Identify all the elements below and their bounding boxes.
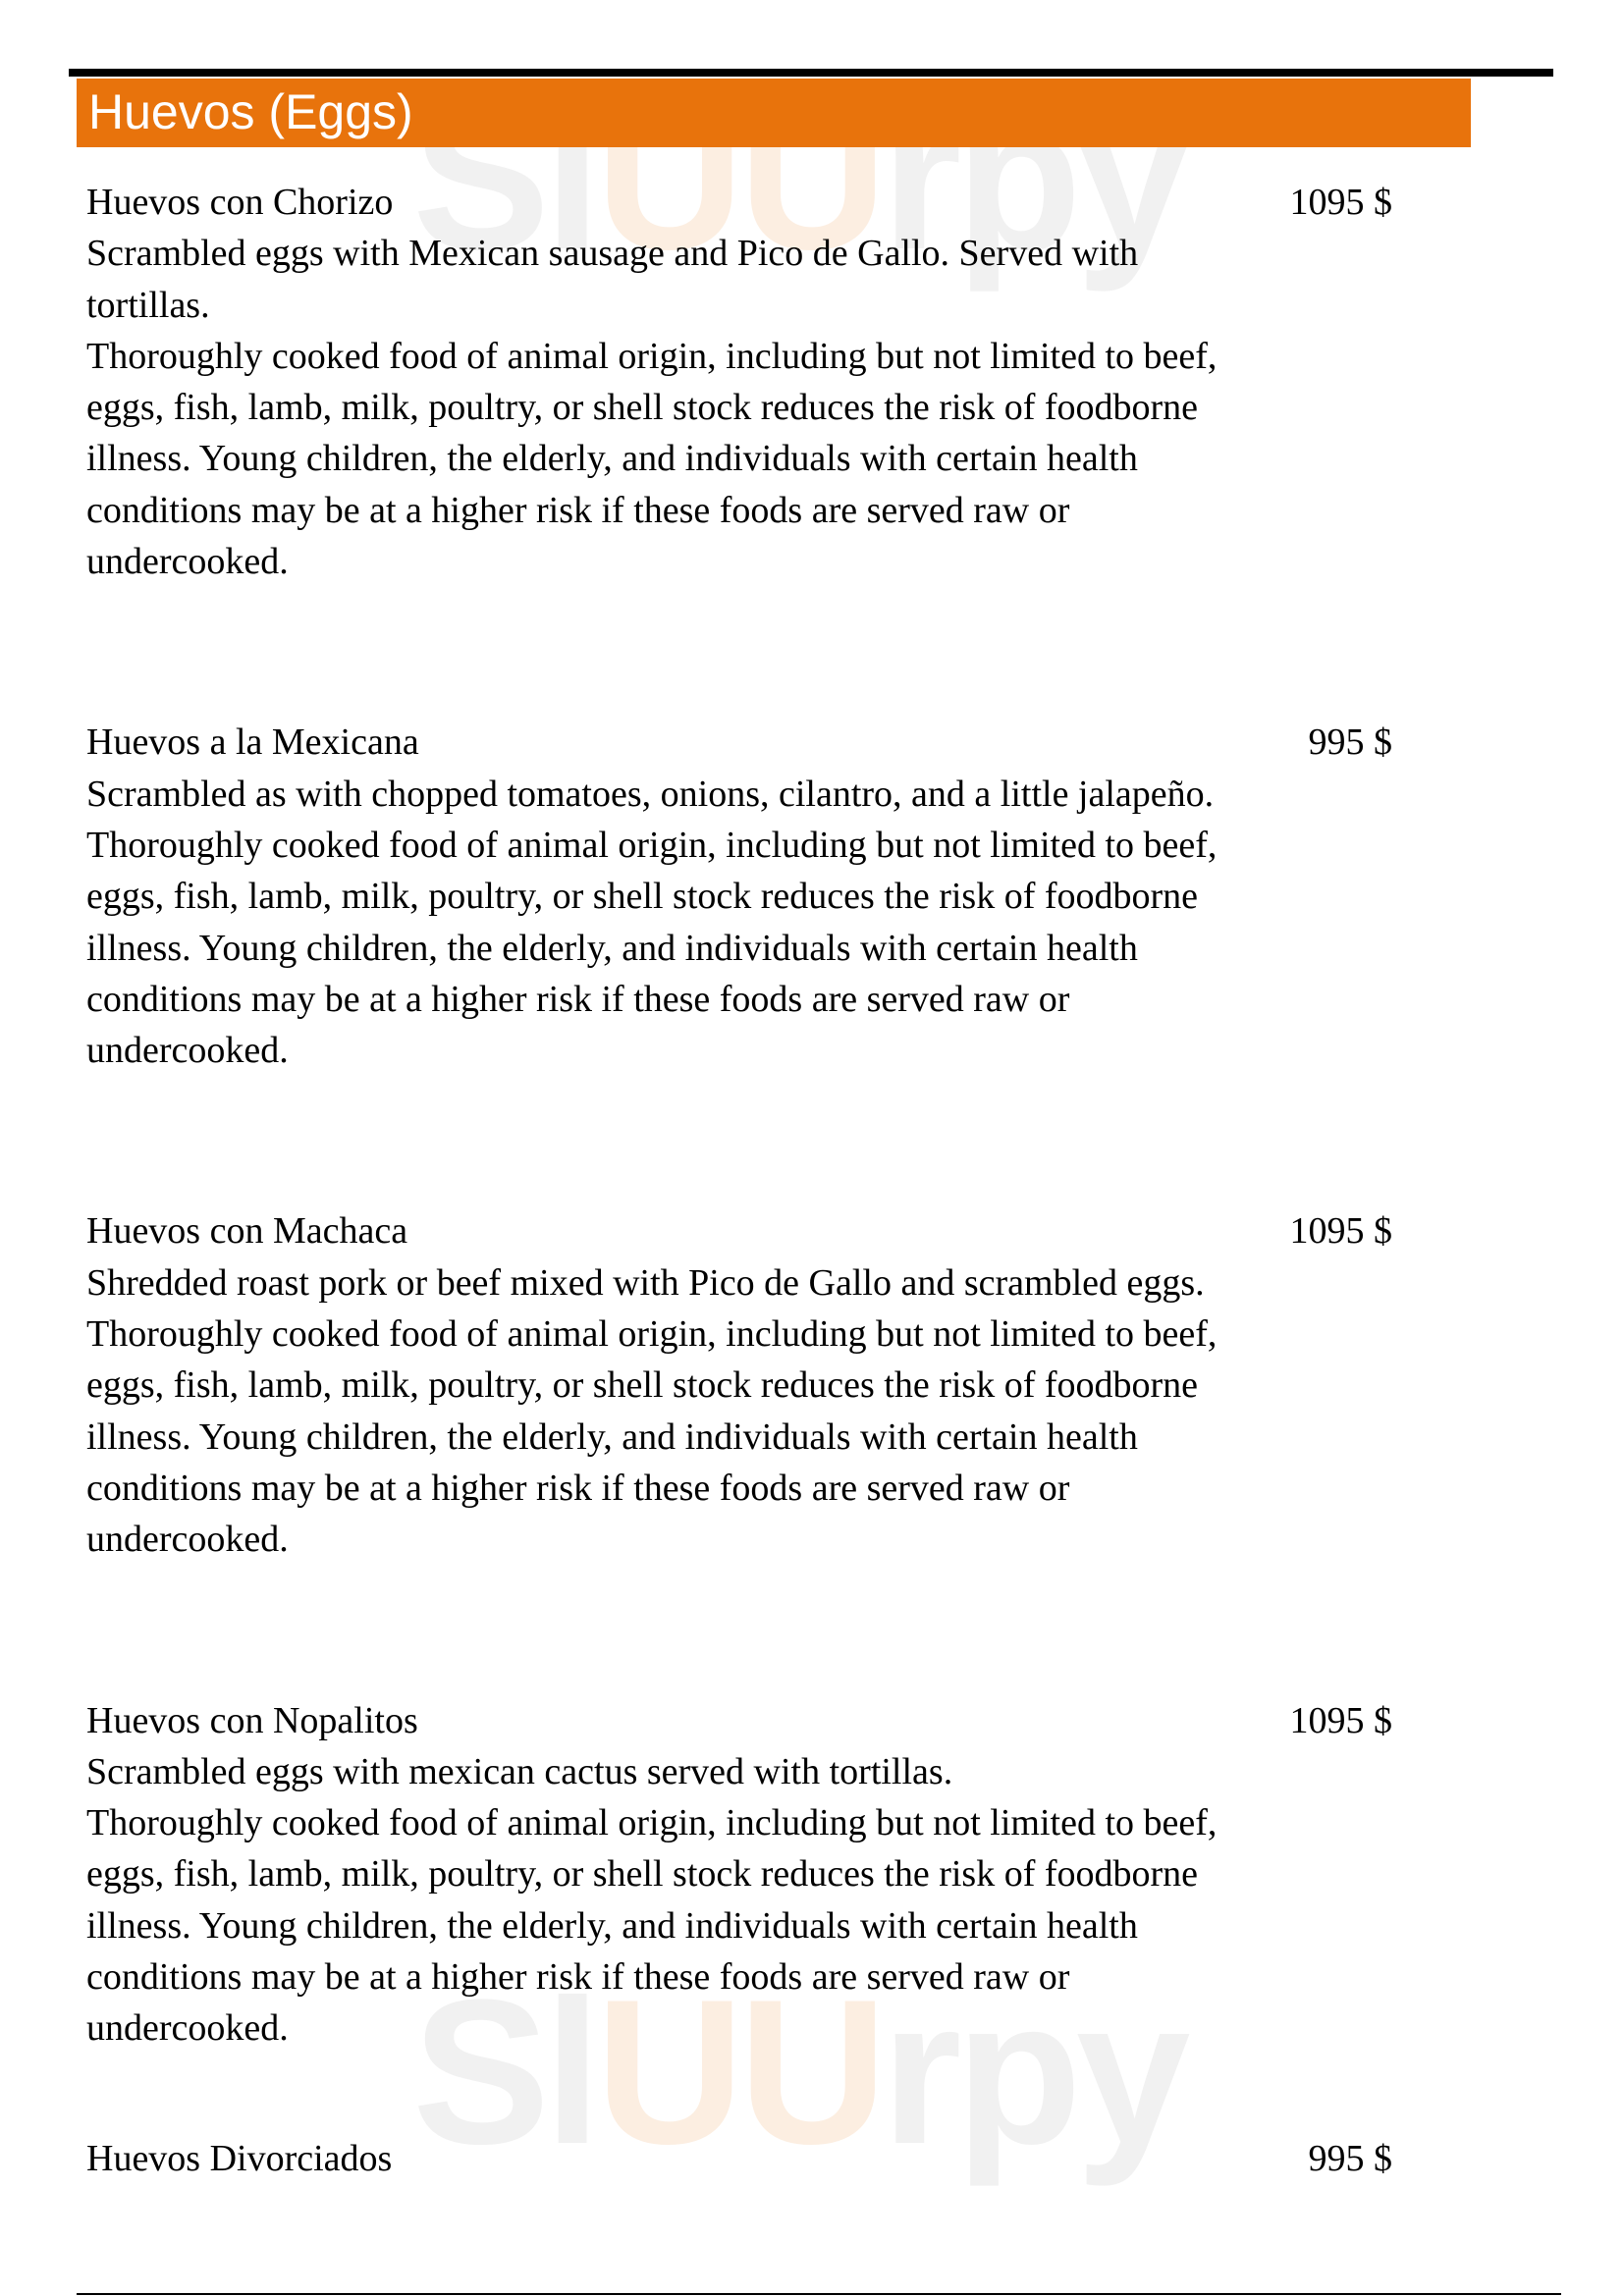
watermark-text-mid: UU bbox=[595, 62, 882, 293]
item-name: Huevos con Chorizo bbox=[86, 182, 394, 223]
menu-item bbox=[86, 1695, 1392, 2055]
item-price: 1095 $ bbox=[1289, 1699, 1392, 1741]
watermark-text-left: Sl bbox=[412, 1956, 596, 2187]
bottom-divider bbox=[77, 2293, 1561, 2295]
item-food-safety-warning: Thoroughly cooked food of animal origin, including but not limited to beef, eggs, fish, lamb, milk, poultry, or shell stock reduces the risk of foodborne illness. Young children, the elderly, and individuals with certain health conditions may be at a higher risk if these foods are served raw or undercooked. bbox=[86, 335, 1218, 583]
menu-list bbox=[86, 177, 1392, 2184]
watermark-text-mid: UU bbox=[595, 1956, 882, 2187]
top-divider bbox=[69, 69, 1553, 77]
menu-item bbox=[86, 1205, 1392, 1565]
item-food-safety-warning: Thoroughly cooked food of animal origin, including but not limited to beef, eggs, fish, lamb, milk, poultry, or shell stock reduces the risk of foodborne illness. Young children, the elderly, and individuals with certain health conditions may be at a higher risk if these foods are served raw or undercooked. bbox=[86, 1802, 1218, 2050]
item-price: 995 $ bbox=[1308, 2137, 1392, 2179]
item-description: Scrambled as with chopped tomatoes, onions, cilantro, and a little jalapeño. bbox=[86, 773, 1215, 815]
item-description: Scrambled eggs with Mexican sausage and Pico de Gallo. Served with tortillas. bbox=[86, 233, 1139, 326]
menu-item bbox=[86, 177, 1392, 587]
watermark-text-right: rpy bbox=[881, 62, 1185, 293]
menu-item bbox=[86, 717, 1392, 1076]
item-name: Huevos a la Mexicana bbox=[86, 721, 419, 764]
item-description: Shredded roast pork or beef mixed with Pico de Gallo and scrambled eggs. bbox=[86, 1261, 1205, 1304]
item-description: Scrambled eggs with mexican cactus served with tortillas. bbox=[86, 1750, 953, 1792]
item-name: Huevos Divorciados bbox=[86, 2137, 393, 2179]
item-price: 1095 $ bbox=[1289, 182, 1392, 223]
section-title: Huevos (Eggs) bbox=[88, 84, 413, 139]
item-food-safety-warning: Thoroughly cooked food of animal origin, including but not limited to beef, eggs, fish, lamb, milk, poultry, or shell stock reduces the risk of foodborne illness. Young children, the elderly, and individuals with certain health conditions may be at a higher risk if these foods are served raw or undercooked. bbox=[86, 824, 1218, 1072]
section-header bbox=[77, 79, 1471, 147]
item-food-safety-warning: Thoroughly cooked food of animal origin, including but not limited to beef, eggs, fish, lamb, milk, poultry, or shell stock reduces the risk of foodborne illness. Young children, the elderly, and individuals with certain health conditions may be at a higher risk if these foods are served raw or undercooked. bbox=[86, 1313, 1218, 1561]
menu-item bbox=[86, 2133, 1392, 2184]
watermark-text-left: Sl bbox=[412, 62, 596, 293]
watermark-text-right: rpy bbox=[881, 1956, 1185, 2187]
item-name: Huevos con Machaca bbox=[86, 1210, 408, 1253]
item-price: 995 $ bbox=[1308, 721, 1392, 764]
item-price: 1095 $ bbox=[1289, 1210, 1392, 1253]
item-name: Huevos con Nopalitos bbox=[86, 1699, 418, 1741]
